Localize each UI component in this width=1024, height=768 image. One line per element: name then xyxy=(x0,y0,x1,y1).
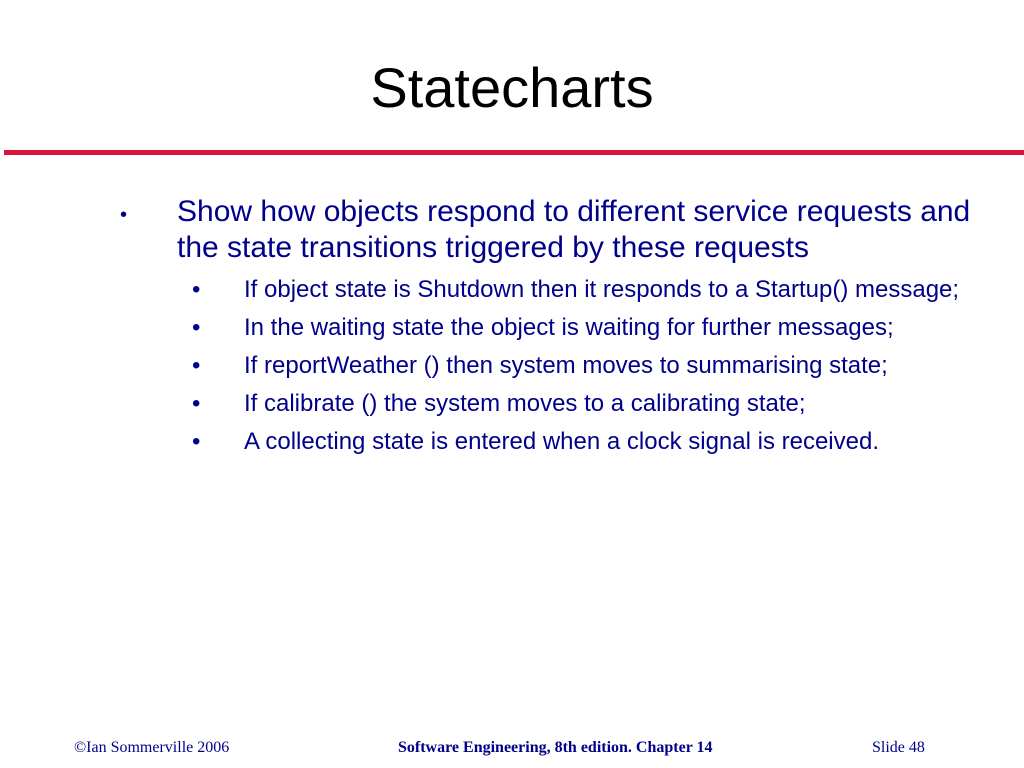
sub-bullet-item xyxy=(120,350,980,381)
sub-bullet-item xyxy=(120,388,980,419)
slide-title: Statecharts xyxy=(370,56,654,119)
sub-bullet-icon: • xyxy=(192,276,201,303)
bullet-point xyxy=(120,194,980,266)
sub-bullet-list xyxy=(120,274,980,457)
sub-bullet-text: In the waiting state the object is waiting for further messages; xyxy=(244,314,894,341)
footer-slide-number: Slide 48 xyxy=(872,739,925,756)
footer-book-title: Software Engineering, 8th edition. Chapter 14 xyxy=(398,739,713,756)
sub-bullet-icon: • xyxy=(192,390,201,417)
bullet-text: Show how objects respond to different service requests and the state transitions triggered by these requests xyxy=(177,195,971,264)
sub-bullet-text: If object state is Shutdown then it responds to a Startup() message; xyxy=(244,276,960,303)
sub-bullet-item xyxy=(120,426,980,457)
sub-bullet-item xyxy=(120,312,980,343)
sub-bullet-icon: • xyxy=(192,428,201,455)
sub-bullet-text: If reportWeather () then system moves to summarising state; xyxy=(244,352,888,379)
bullet-icon: • xyxy=(120,204,128,226)
footer-copyright: ©Ian Sommerville 2006 xyxy=(74,739,230,756)
sub-bullet-icon: • xyxy=(192,352,201,379)
sub-bullet-text: A collecting state is entered when a clock signal is received. xyxy=(244,428,880,455)
sub-bullet-item xyxy=(120,274,980,305)
sub-bullet-text: If calibrate () the system moves to a calibrating state; xyxy=(244,390,806,417)
sub-bullet-icon: • xyxy=(192,314,201,341)
slide-content xyxy=(120,194,980,464)
title-divider xyxy=(4,150,1024,155)
